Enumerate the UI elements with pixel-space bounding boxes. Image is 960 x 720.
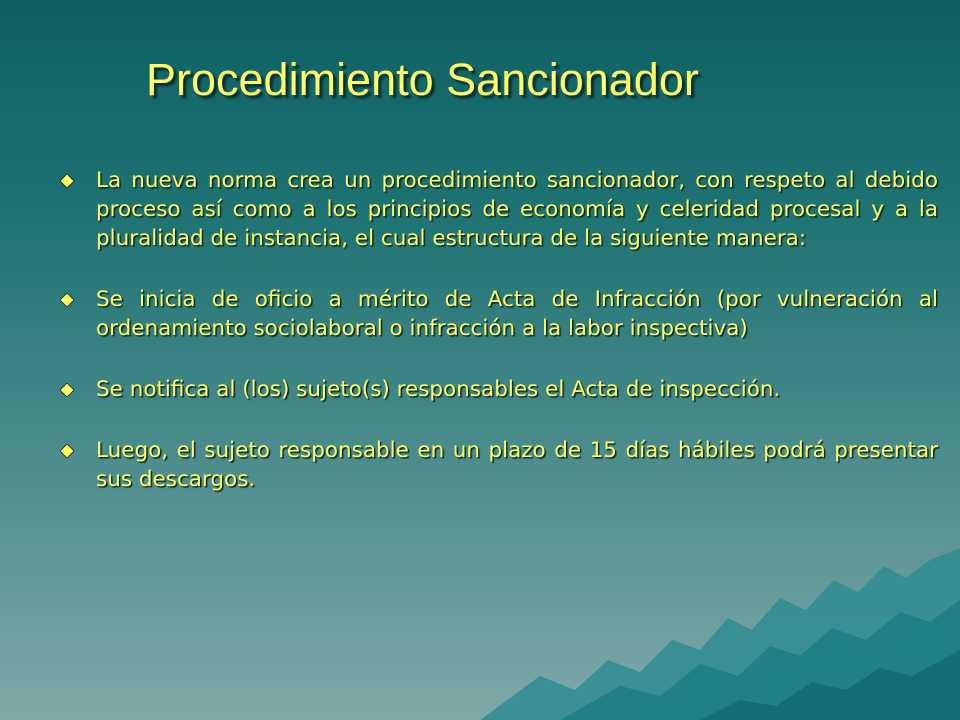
bullet-item [56,285,938,343]
bullet-text: Se notifica al (los) sujeto(s) responsables el Acta de inspección. [96,377,781,402]
diamond-bullet-icon [60,383,74,397]
bullet-item [56,375,938,404]
bullet-text: La nueva norma crea un procedimiento sancionador, con respeto al debido proceso así como a los principios de economía y celeridad procesal y a la pluralidad de instancia, el cual estructura de la siguiente manera: [96,168,938,251]
bullet-text: Se inicia de oficio a mérito de Acta de Infracción (por vulneración al ordenamiento sociolaboral o infracción a la labor inspectiva) [96,287,938,341]
diamond-bullet-icon [60,174,74,188]
diamond-bullet-icon [60,444,74,458]
bullet-list [56,166,938,526]
bullet-item [56,436,938,494]
diamond-bullet-icon [60,293,74,307]
bullet-text: Luego, el sujeto responsable en un plazo de 15 días hábiles podrá presentar sus descargos. [96,438,938,492]
bullet-item [56,166,938,253]
slide-title: Procedimiento Sancionador [146,54,699,105]
